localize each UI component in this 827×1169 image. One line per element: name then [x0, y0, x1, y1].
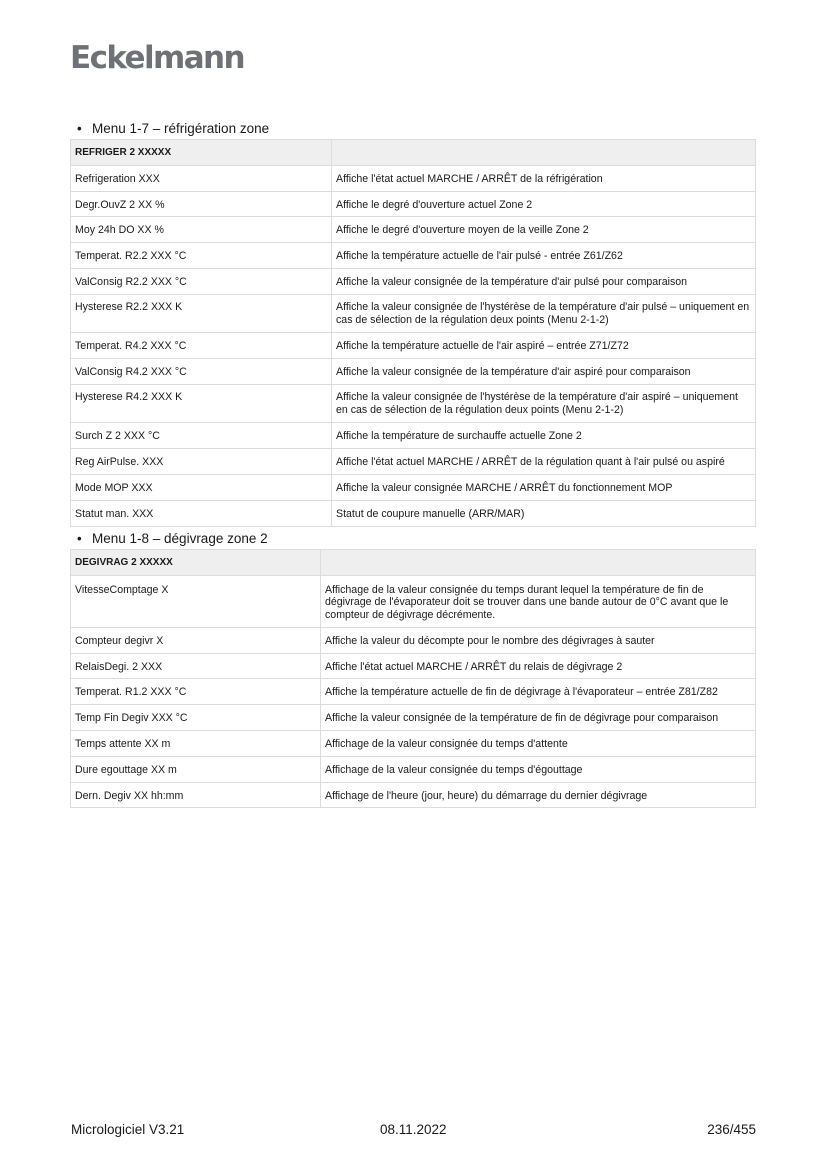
description-cell: Affiche la température de surchauffe actuelle Zone 2	[332, 423, 756, 449]
table-row	[71, 449, 756, 475]
table-row	[71, 474, 756, 500]
description-cell: Affiche la température actuelle de l'air aspiré – entrée Z71/Z72	[332, 333, 756, 359]
description-cell: Affichage de la valeur consignée du temps d'égouttage	[321, 756, 756, 782]
description-cell: Affichage de la valeur consignée du temps d'attente	[321, 730, 756, 756]
description-cell: Affiche la valeur du décompte pour le nombre des dégivrages à sauter	[321, 627, 756, 653]
table-row	[71, 782, 756, 808]
menu-1-7-table	[70, 139, 756, 527]
param-cell: Hysterese R2.2 XXX K	[71, 294, 332, 333]
table-row	[71, 384, 756, 423]
description-cell: Affiche l'état actuel MARCHE / ARRÊT de la régulation quant à l'air pulsé ou aspiré	[332, 449, 756, 475]
table-row	[71, 294, 756, 333]
table-row	[71, 191, 756, 217]
param-cell: Mode MOP XXX	[71, 474, 332, 500]
description-cell: Affiche le degré d'ouverture actuel Zone 2	[332, 191, 756, 217]
param-cell: Temperat. R1.2 XXX °C	[71, 679, 321, 705]
param-cell: VitesseComptage X	[71, 575, 321, 627]
param-cell: Temperat. R4.2 XXX °C	[71, 333, 332, 359]
description-cell: Affiche la valeur consignée de la température d'air aspiré pour comparaison	[332, 359, 756, 385]
table-row	[71, 679, 756, 705]
description-cell: Affichage de l'heure (jour, heure) du démarrage du dernier dégivrage	[321, 782, 756, 808]
footer-page-number: 236/455	[707, 1122, 756, 1137]
param-cell: Refrigeration XXX	[71, 165, 332, 191]
table-row	[71, 165, 756, 191]
table-row	[71, 653, 756, 679]
param-cell: Compteur degivr X	[71, 627, 321, 653]
table-header-row	[71, 140, 756, 166]
section-heading-menu-1-7	[77, 121, 269, 136]
param-cell: Dern. Degiv XX hh:mm	[71, 782, 321, 808]
description-cell: Affiche la température actuelle de l'air pulsé - entrée Z61/Z62	[332, 243, 756, 269]
description-cell: Affiche la température actuelle de fin de dégivrage à l'évaporateur – entrée Z81/Z82	[321, 679, 756, 705]
table-row	[71, 730, 756, 756]
description-cell: Affiche la valeur consignée de la température de fin de dégivrage pour comparaison	[321, 705, 756, 731]
table-header-cell	[332, 140, 756, 166]
param-cell: Temp Fin Degiv XXX °C	[71, 705, 321, 731]
table-row	[71, 705, 756, 731]
description-cell: Affiche l'état actuel MARCHE / ARRÊT du relais de dégivrage 2	[321, 653, 756, 679]
param-cell: Statut man. XXX	[71, 500, 332, 526]
bullet-icon: •	[77, 121, 82, 136]
bullet-icon: •	[77, 531, 82, 546]
param-cell: RelaisDegi. 2 XXX	[71, 653, 321, 679]
description-cell: Affiche la valeur consignée MARCHE / ARRÊT du fonctionnement MOP	[332, 474, 756, 500]
table-row	[71, 217, 756, 243]
description-cell: Affiche la valeur consignée de l'hystérèse de la température d'air pulsé – uniquement en cas de sélection de la régulation deux points (Menu 2-1-2)	[332, 294, 756, 333]
table-row	[71, 627, 756, 653]
section-heading-text: Menu 1-7 – réfrigération zone	[92, 121, 270, 136]
table-row	[71, 333, 756, 359]
param-cell: Temps attente XX m	[71, 730, 321, 756]
table-row	[71, 500, 756, 526]
description-cell: Affiche la valeur consignée de la température d'air pulsé pour comparaison	[332, 268, 756, 294]
param-cell: Hysterese R4.2 XXX K	[71, 384, 332, 423]
param-cell: Degr.OuvZ 2 XX %	[71, 191, 332, 217]
menu-1-8-table	[70, 549, 756, 808]
description-cell: Statut de coupure manuelle (ARR/MAR)	[332, 500, 756, 526]
footer-firmware-version: Micrologiciel V3.21	[71, 1122, 185, 1137]
param-cell: Moy 24h DO XX %	[71, 217, 332, 243]
param-cell: Temperat. R2.2 XXX °C	[71, 243, 332, 269]
table-header-cell: DEGIVRAG 2 XXXXX	[71, 550, 321, 576]
table-header-cell	[321, 550, 756, 576]
eckelmann-logo: Eckelmann	[70, 40, 244, 76]
description-cell: Affiche la valeur consignée de l'hystérèse de la température d'air aspiré – uniquement en cas de sélection de la régulation deux points (Menu 2-1-2)	[332, 384, 756, 423]
table-row	[71, 268, 756, 294]
description-cell: Affichage de la valeur consignée du temps durant lequel la température de fin de dégivrage de l'évaporateur doit se trouver dans une bande autour de 0°C avant que le compteur de dégivrage décrémente.	[321, 575, 756, 627]
param-cell: Reg AirPulse. XXX	[71, 449, 332, 475]
description-cell: Affiche l'état actuel MARCHE / ARRÊT de la réfrigération	[332, 165, 756, 191]
table-row	[71, 575, 756, 627]
table-row	[71, 423, 756, 449]
param-cell: Surch Z 2 XXX °C	[71, 423, 332, 449]
description-cell: Affiche le degré d'ouverture moyen de la veille Zone 2	[332, 217, 756, 243]
section-heading-menu-1-8	[77, 531, 268, 546]
param-cell: ValConsig R4.2 XXX °C	[71, 359, 332, 385]
table-row	[71, 359, 756, 385]
table-row	[71, 243, 756, 269]
table-header-row	[71, 550, 756, 576]
param-cell: Dure egouttage XX m	[71, 756, 321, 782]
footer-date: 08.11.2022	[380, 1122, 447, 1137]
param-cell: ValConsig R2.2 XXX °C	[71, 268, 332, 294]
table-row	[71, 756, 756, 782]
section-heading-text: Menu 1-8 – dégivrage zone 2	[92, 531, 268, 546]
table-header-cell: REFRIGER 2 XXXXX	[71, 140, 332, 166]
